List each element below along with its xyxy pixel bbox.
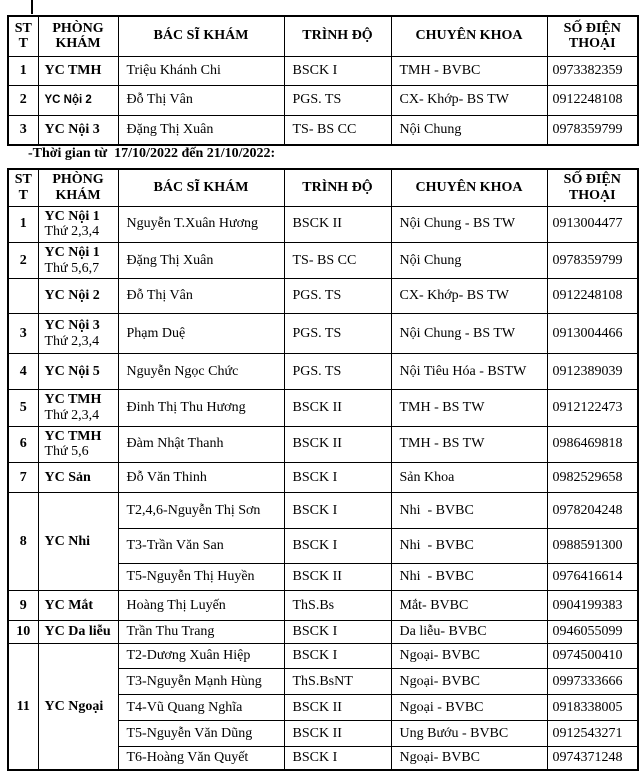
clinic-weekday-note: Thứ 5,6	[44, 444, 89, 460]
degree-cell: PGS. TS	[284, 314, 391, 354]
phone-cell: 0912543271	[547, 720, 638, 746]
degree-cell: PGS. TS	[284, 279, 391, 314]
phone-cell: 0978359799	[547, 115, 638, 145]
stt-cell: 1	[8, 56, 38, 85]
clinic-cell	[38, 85, 118, 115]
degree-cell: BSCK I	[284, 56, 391, 85]
doctor-cell: Hoàng Thị Luyến	[118, 590, 284, 620]
degree-cell: BSCK I	[284, 462, 391, 492]
phone-cell: 0986469818	[547, 426, 638, 462]
degree-cell: BSCK II	[284, 206, 391, 242]
column-header-stt-label: STT	[14, 172, 32, 203]
doctor-cell: Đỗ Văn Thinh	[118, 462, 284, 492]
clinic-name: YC Nội 2	[44, 93, 92, 106]
clinic-cell	[38, 354, 118, 390]
table-row	[8, 354, 638, 390]
clinic-cell	[38, 620, 118, 643]
specialty-cell: Da liễu- BVBC	[391, 620, 547, 643]
clinic-name: YC Nội 3	[44, 121, 100, 137]
stt-cell: 11	[8, 643, 38, 770]
table-row	[8, 314, 638, 354]
specialty-cell: Sản Khoa	[391, 462, 547, 492]
specialty-cell: Nội Chung	[391, 115, 547, 145]
specialty-cell: Nội Chung - BS TW	[391, 206, 547, 242]
column-header-degree: TRÌNH ĐỘ	[284, 169, 391, 206]
clinic-cell	[38, 314, 118, 354]
specialty-cell: Nội Chung	[391, 242, 547, 278]
degree-cell: BSCK II	[284, 390, 391, 426]
stt-cell: 9	[8, 590, 38, 620]
previous-table-border-remnant	[31, 0, 33, 14]
degree-cell: ThS.Bs	[284, 590, 391, 620]
column-header-stt	[8, 169, 38, 206]
header-row	[8, 16, 638, 56]
doctor-cell: T2-Dương Xuân Hiệp	[118, 643, 284, 668]
degree-cell: BSCK II	[284, 426, 391, 462]
degree-cell: PGS. TS	[284, 85, 391, 115]
doctor-cell: Đàm Nhật Thanh	[118, 426, 284, 462]
clinic-weekday-note: Thứ 5,6,7	[44, 260, 100, 276]
clinic-cell	[38, 206, 118, 242]
clinic-name: YC Nội 5	[44, 363, 100, 379]
phone-cell: 0982529658	[547, 462, 638, 492]
stt-cell: 10	[8, 620, 38, 643]
clinic-name: YC TMH	[44, 428, 102, 444]
clinic-cell	[38, 492, 118, 590]
doctor-cell: Nguyễn Ngọc Chức	[118, 354, 284, 390]
degree-cell: BSCK II	[284, 563, 391, 590]
doctor-cell: T6-Hoàng Văn Quyết	[118, 746, 284, 770]
clinic-name: YC Sản	[44, 469, 91, 485]
specialty-cell: Mắt- BVBC	[391, 590, 547, 620]
specialty-cell: Ngoại - BVBC	[391, 694, 547, 720]
column-header-degree: TRÌNH ĐỘ	[284, 16, 391, 56]
phone-cell: 0912248108	[547, 85, 638, 115]
stt-cell: 8	[8, 492, 38, 590]
doctor-cell: T2,4,6-Nguyễn Thị Sơn	[118, 492, 284, 528]
stt-cell: 2	[8, 85, 38, 115]
specialty-cell: Nhi - BVBC	[391, 492, 547, 528]
degree-cell: BSCK II	[284, 694, 391, 720]
degree-cell: TS- BS CC	[284, 242, 391, 278]
phone-cell: 0913004466	[547, 314, 638, 354]
degree-cell: PGS. TS	[284, 354, 391, 390]
phone-cell: 0988591300	[547, 528, 638, 563]
table-row	[8, 492, 638, 528]
clinic-cell	[38, 242, 118, 278]
phone-cell: 0997333666	[547, 668, 638, 694]
clinic-name: YC Mắt	[44, 597, 94, 613]
table-row	[8, 620, 638, 643]
phone-cell: 0904199383	[547, 590, 638, 620]
table-row	[8, 426, 638, 462]
clinic-cell	[38, 426, 118, 462]
table-row	[8, 590, 638, 620]
clinic-name: YC Nội 3	[44, 318, 100, 334]
degree-cell: BSCK I	[284, 620, 391, 643]
degree-cell: BSCK I	[284, 528, 391, 563]
table-row	[8, 242, 638, 278]
clinic-name: YC TMH	[44, 392, 102, 408]
clinic-name: YC TMH	[44, 62, 102, 78]
clinic-cell	[38, 56, 118, 85]
doctor-cell: Phạm Duệ	[118, 314, 284, 354]
column-header-doctor: BÁC SĨ KHÁM	[118, 16, 284, 56]
clinic-cell	[38, 643, 118, 770]
phone-cell: 0974500410	[547, 643, 638, 668]
column-header-clinic: PHÒNG KHÁM	[38, 16, 118, 56]
column-header-phone: SỐ ĐIỆN THOẠI	[547, 16, 638, 56]
doctor-cell: Triệu Khánh Chi	[118, 56, 284, 85]
degree-cell: BSCK I	[284, 746, 391, 770]
clinic-cell	[38, 390, 118, 426]
column-header-phone: SỐ ĐIỆN THOẠI	[547, 169, 638, 206]
doctor-cell: Đặng Thị Xuân	[118, 115, 284, 145]
doctor-cell: T5-Nguyễn Thị Huyền	[118, 563, 284, 590]
phone-cell: 0976416614	[547, 563, 638, 590]
degree-cell: TS- BS CC	[284, 115, 391, 145]
phone-cell: 0978359799	[547, 242, 638, 278]
phone-cell: 0946055099	[547, 620, 638, 643]
specialty-cell: Nội Tiêu Hóa - BSTW	[391, 354, 547, 390]
stt-cell: 4	[8, 354, 38, 390]
clinic-name: YC Nhi	[44, 533, 91, 549]
phone-cell: 0918338005	[547, 694, 638, 720]
doctor-cell: T4-Vũ Quang Nghĩa	[118, 694, 284, 720]
date-range-label: -Thời gian từ 17/10/2022 đến 21/10/2022:	[28, 146, 276, 161]
degree-cell: BSCK I	[284, 492, 391, 528]
clinic-name: YC Nội 2	[44, 288, 100, 304]
degree-cell: BSCK I	[284, 643, 391, 668]
table-row	[8, 462, 638, 492]
specialty-cell: Ngoại- BVBC	[391, 643, 547, 668]
phone-cell: 0973382359	[547, 56, 638, 85]
doctor-cell: Đỗ Thị Vân	[118, 279, 284, 314]
specialty-cell: Ngoại- BVBC	[391, 668, 547, 694]
stt-cell: 7	[8, 462, 38, 492]
specialty-cell: TMH - BS TW	[391, 390, 547, 426]
clinic-name: YC Da liễu	[44, 624, 111, 640]
clinic-name: YC Nội 1	[44, 244, 100, 260]
phone-cell: 0912248108	[547, 279, 638, 314]
column-header-specialty: CHUYÊN KHOA	[391, 169, 547, 206]
table-row	[8, 85, 638, 115]
clinic-weekday-note: Thứ 2,3,4	[44, 224, 100, 240]
header-row	[8, 169, 638, 206]
phone-cell: 0978204248	[547, 492, 638, 528]
clinic-cell	[38, 115, 118, 145]
doctor-cell: Nguyễn T.Xuân Hương	[118, 206, 284, 242]
specialty-cell: Nhi - BVBC	[391, 563, 547, 590]
specialty-cell: TMH - BVBC	[391, 56, 547, 85]
doctor-cell: Trần Thu Trang	[118, 620, 284, 643]
table-row	[8, 56, 638, 85]
table-row	[8, 643, 638, 668]
phone-cell: 0912389039	[547, 354, 638, 390]
degree-cell: BSCK II	[284, 720, 391, 746]
column-header-specialty: CHUYÊN KHOA	[391, 16, 547, 56]
stt-cell: 3	[8, 115, 38, 145]
phone-cell: 0974371248	[547, 746, 638, 770]
clinic-weekday-note: Thứ 2,3,4	[44, 333, 100, 349]
table-row	[8, 206, 638, 242]
table-row	[8, 390, 638, 426]
clinic-weekday-note: Thứ 2,3,4	[44, 407, 100, 423]
clinic-cell	[38, 462, 118, 492]
column-header-clinic: PHÒNG KHÁM	[38, 169, 118, 206]
doctor-cell: T3-Trần Văn San	[118, 528, 284, 563]
phone-cell: 0913004477	[547, 206, 638, 242]
table-row	[8, 115, 638, 145]
specialty-cell: Ngoại- BVBC	[391, 746, 547, 770]
clinic-cell	[38, 590, 118, 620]
stt-cell: 3	[8, 314, 38, 354]
stt-cell: 2	[8, 242, 38, 278]
doctor-cell: Đỗ Thị Vân	[118, 85, 284, 115]
specialty-cell: Nhi - BVBC	[391, 528, 547, 563]
column-header-doctor: BÁC SĨ KHÁM	[118, 169, 284, 206]
specialty-cell: TMH - BS TW	[391, 426, 547, 462]
phone-cell: 0912122473	[547, 390, 638, 426]
clinic-name: YC Nội 1	[44, 208, 100, 224]
degree-cell: ThS.BsNT	[284, 668, 391, 694]
doctor-cell: Đinh Thị Thu Hương	[118, 390, 284, 426]
doctor-cell: Đặng Thị Xuân	[118, 242, 284, 278]
stt-cell: 5	[8, 390, 38, 426]
stt-cell: 1	[8, 206, 38, 242]
clinic-name: YC Ngoại	[44, 698, 104, 714]
column-header-stt	[8, 16, 38, 56]
specialty-cell: Nội Chung - BS TW	[391, 314, 547, 354]
stt-cell: 6	[8, 426, 38, 462]
stt-cell	[8, 279, 38, 314]
clinic-cell	[38, 279, 118, 314]
doctor-cell: T3-Nguyễn Mạnh Hùng	[118, 668, 284, 694]
schedule-table-week-current	[7, 15, 639, 146]
column-header-stt-label: STT	[14, 20, 32, 52]
specialty-cell: CX- Khớp- BS TW	[391, 85, 547, 115]
table-row	[8, 279, 638, 314]
specialty-cell: Ung Bướu - BVBC	[391, 720, 547, 746]
schedule-table-week-next	[7, 168, 639, 771]
specialty-cell: CX- Khớp- BS TW	[391, 279, 547, 314]
doctor-cell: T5-Nguyễn Văn Dũng	[118, 720, 284, 746]
